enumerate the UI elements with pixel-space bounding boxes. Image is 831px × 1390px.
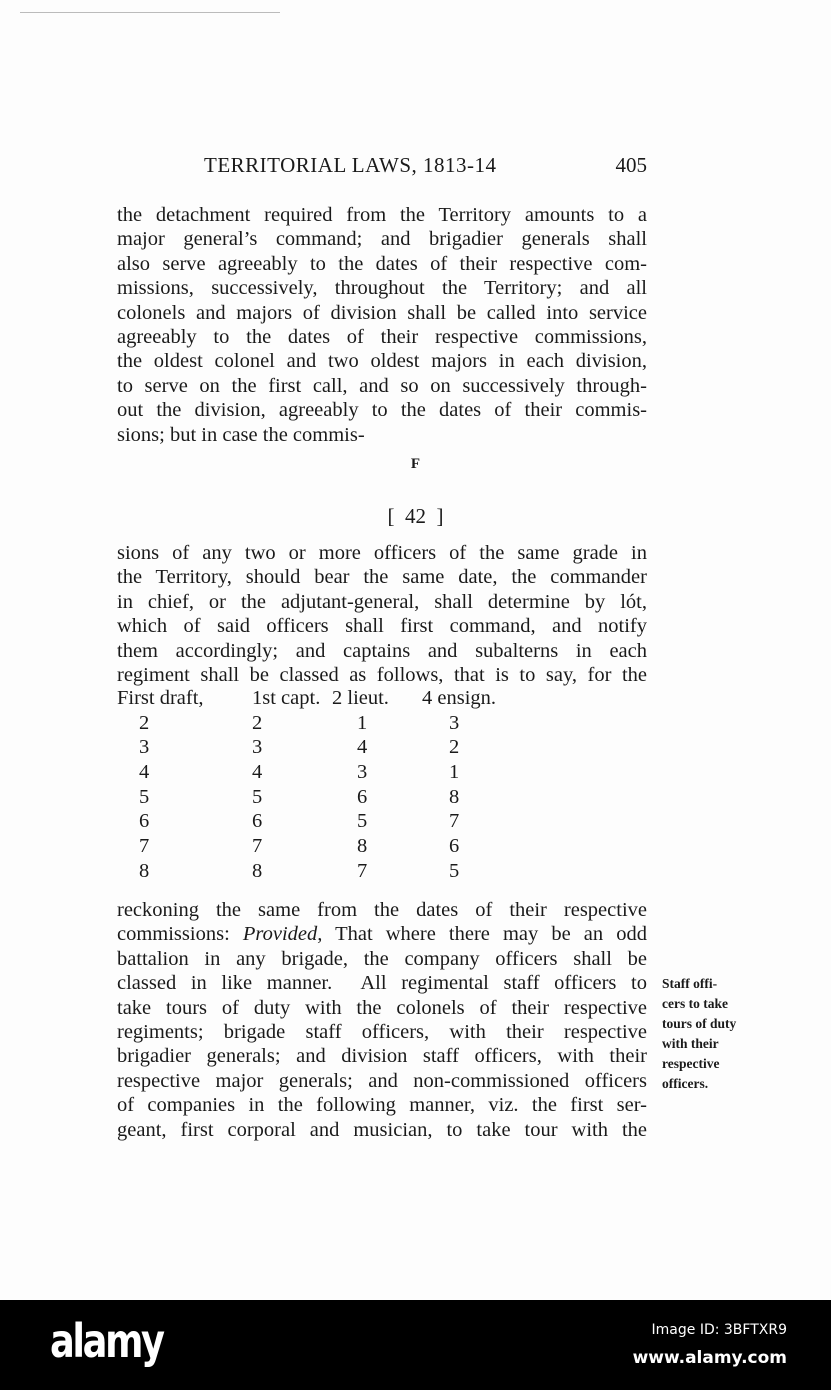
text-line: colonels and majors of division shall be called into service — [117, 301, 647, 324]
text-line — [117, 1118, 647, 1142]
text-line — [117, 1093, 647, 1117]
table-cell: 7 — [139, 835, 150, 858]
watermark-url: www.alamy.com — [632, 1348, 787, 1368]
margin-note-line: tours of duty — [662, 1016, 737, 1031]
text-line: the Territory, should bear the same date, the commander — [117, 566, 647, 589]
table-cell: 3 — [357, 761, 368, 784]
text-line: the detachment required from the Territory amounts to a — [117, 204, 647, 226]
text-line: in chief, or the adjutant-general, shall determine by lót, — [117, 590, 647, 613]
folio-number: [ 42 ] — [387, 504, 444, 528]
paragraph-2 — [117, 541, 647, 687]
text-line — [117, 947, 647, 971]
margin-note — [662, 974, 736, 1094]
text-line: which of said officers shall first command, and notify — [117, 615, 647, 638]
table-row — [117, 834, 577, 859]
page-number: 405 — [615, 153, 647, 177]
table-cell: 6 — [139, 810, 150, 833]
table-cell: 6 — [252, 810, 263, 833]
header-title: TERRITORIAL LAWS, 1813-14 — [204, 153, 497, 177]
text-line — [117, 1020, 647, 1044]
italic-text: Provided, — [242, 923, 323, 946]
text-span: commissions: — [117, 923, 243, 946]
text-line: them accordingly; and captains and subalterns in each — [117, 639, 647, 662]
table-header: 4 ensign. — [422, 687, 497, 709]
text-line — [117, 971, 647, 995]
text-span: take tours of duty with the colonels of their respective — [117, 996, 647, 1019]
table-row — [117, 711, 577, 736]
table-row — [117, 809, 577, 834]
table-row — [117, 760, 577, 785]
table-cell: 7 — [357, 859, 368, 882]
watermark-banner — [0, 1300, 831, 1390]
table-cell: 5 — [252, 785, 263, 808]
table-cell: 6 — [357, 785, 368, 808]
text-span: regiments; brigade staff officers, with their respective — [117, 1020, 647, 1043]
image-id: Image ID: 3BFTXR9 — [651, 1322, 787, 1338]
text-line — [117, 922, 647, 946]
text-line — [117, 898, 647, 922]
text-line: the oldest colonel and two oldest majors in each division, — [117, 350, 647, 373]
text-line: also serve agreeably to the dates of their respective com- — [117, 252, 647, 275]
text-span: classed in like manner. All regimental staff officers to — [117, 972, 647, 995]
table-cell: 5 — [449, 859, 460, 882]
table-cell: 3 — [139, 736, 150, 759]
table-cell: 4 — [139, 761, 150, 784]
table-cell: 8 — [357, 835, 368, 858]
table-cell: 5 — [357, 810, 368, 833]
paragraph-1 — [117, 203, 647, 447]
table-cell: 6 — [449, 835, 460, 858]
text-line — [117, 1044, 647, 1068]
table-cell: 4 — [357, 736, 368, 759]
text-line: to serve on the first call, and so on successively through- — [117, 374, 647, 397]
table-cell: 1 — [357, 711, 368, 734]
table-cell: 1 — [449, 761, 460, 784]
text-line: out the division, agreeably to the dates of their commis- — [117, 399, 647, 422]
table-cell: 2 — [449, 736, 460, 759]
text-line: major general’s command; and brigadier generals shall — [117, 228, 647, 251]
paragraph-3 — [117, 898, 647, 1142]
table-row — [117, 785, 577, 810]
text-line: agreeably to the dates of their respective commissions, — [117, 325, 647, 348]
text-line — [117, 1069, 647, 1093]
table-row — [117, 859, 577, 884]
scan-artifact-line — [20, 12, 280, 13]
text-line: sions; but in case the commis- — [117, 423, 365, 446]
table-header: First draft, — [117, 687, 204, 709]
table-cell: 2 — [139, 711, 150, 734]
table-row — [117, 735, 577, 760]
table-cell: 3 — [449, 711, 460, 734]
table-cell: 7 — [449, 810, 460, 833]
table-cell: 2 — [252, 711, 263, 734]
table-header-row — [117, 686, 577, 711]
text-span: geant, first corporal and musician, to take tour with the — [117, 1118, 647, 1141]
alamy-logo: alamy — [50, 1314, 163, 1368]
table-header: 1st capt. — [252, 687, 321, 709]
margin-note-line: cers to take — [662, 996, 728, 1011]
text-span: respective major generals; and non-commissioned officers — [117, 1069, 647, 1092]
margin-note-line: respective — [662, 1056, 720, 1071]
text-line: regiment shall be classed as follows, that is to say, for the — [117, 663, 647, 686]
table-header: 2 lieut. — [332, 687, 389, 709]
running-header — [117, 153, 647, 181]
table-cell: 8 — [252, 859, 263, 882]
text-span: reckoning the same from the dates of their respective — [117, 899, 647, 921]
signature-mark: F — [410, 456, 421, 472]
text-line: missions, successively, throughout the Territory; and all — [117, 277, 647, 300]
text-span: of companies in the following manner, viz. the first ser- — [117, 1094, 647, 1117]
margin-note-line: officers. — [662, 1076, 709, 1091]
table-cell: 3 — [252, 736, 263, 759]
table-cell: 8 — [139, 859, 150, 882]
text-line: sions of any two or more officers of the same grade in — [117, 542, 647, 564]
table-cell: 5 — [139, 785, 150, 808]
text-line — [117, 996, 647, 1020]
table-cell: 8 — [449, 785, 460, 808]
draft-table — [117, 686, 577, 884]
text-span: That where there may be an odd — [322, 923, 647, 946]
table-cell: 7 — [252, 835, 263, 858]
table-cell: 4 — [252, 761, 263, 784]
margin-note-line: with their — [662, 1036, 719, 1051]
margin-note-line: Staff offi- — [662, 976, 718, 991]
text-span: battalion in any brigade, the company officers shall be — [117, 947, 647, 970]
text-span: brigadier generals; and division staff officers, with their — [117, 1045, 647, 1068]
